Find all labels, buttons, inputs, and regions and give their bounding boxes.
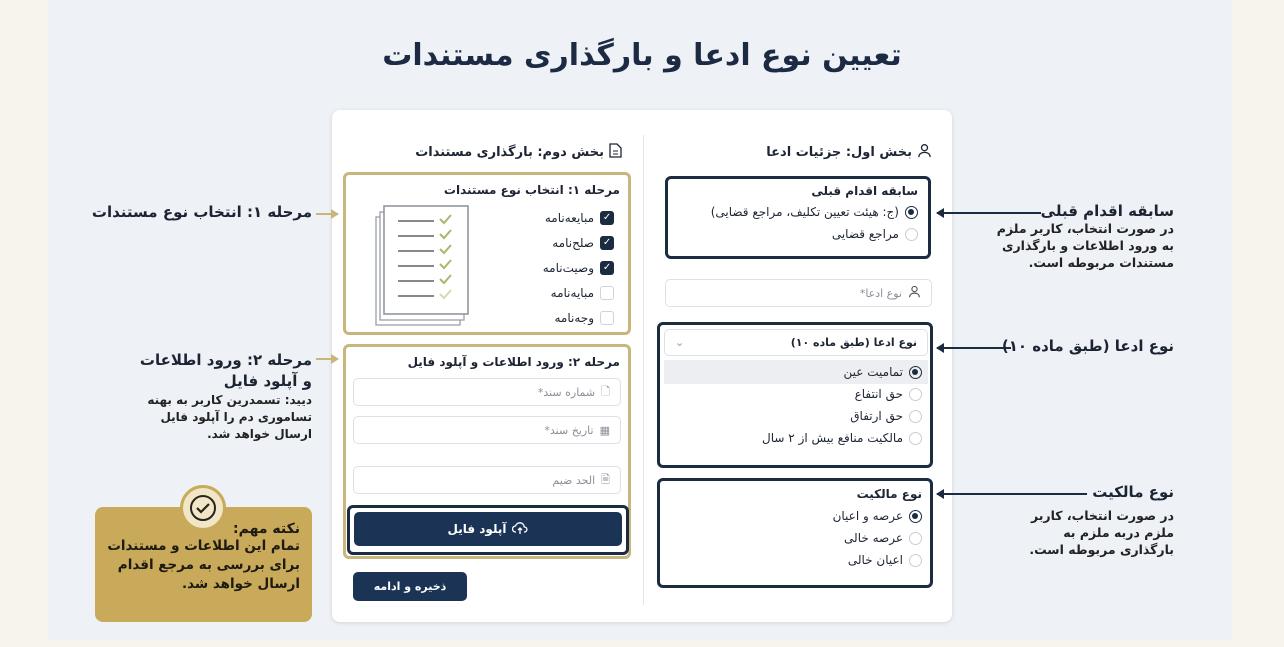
section1-title: بخش اول: جزئیات ادعا xyxy=(766,145,912,160)
document-icon xyxy=(609,143,622,162)
radio-selected-icon[interactable] xyxy=(909,366,922,379)
doc-checkbox[interactable] xyxy=(543,255,614,280)
radio-icon[interactable] xyxy=(909,432,922,445)
claim-option[interactable] xyxy=(762,405,922,427)
doc-checkbox[interactable] xyxy=(543,205,614,230)
attachment-input[interactable] xyxy=(353,466,621,494)
annotation-title: نوع مالکیت xyxy=(1092,483,1174,501)
document-stack-illustration xyxy=(374,203,470,331)
option-label: مالکیت منافع بیش از ۲ سال xyxy=(762,431,903,445)
doc-label: مبایعه‌نامه xyxy=(544,210,594,225)
upload-file-button[interactable] xyxy=(354,512,622,546)
user-icon xyxy=(917,143,932,162)
file-icon: 🗋 xyxy=(601,384,610,398)
option-label: عرصه خالی xyxy=(844,531,903,545)
annotation-claim xyxy=(1002,337,1174,355)
option-label: تمامیت عین xyxy=(843,365,903,379)
doc-label: وصیت‌نامه xyxy=(542,260,594,275)
checkbox-icon[interactable] xyxy=(600,286,614,300)
annotation-text: دیید: تسمدرین کاربر به بهنه تساموری دم را آپلود فایل ارسال خواهد شد. xyxy=(147,393,312,441)
doc-label: وجه‌نامه xyxy=(554,310,594,325)
option-label: حق ارتفاق xyxy=(850,409,903,423)
chevron-down-icon: ⌄ xyxy=(675,336,685,349)
arrow-claim xyxy=(937,347,1011,349)
option-label: حق انتفاع xyxy=(854,387,903,401)
annotation-step2 xyxy=(132,350,312,443)
ownership-box xyxy=(657,478,933,588)
option-label: عرصه و اعیان xyxy=(832,509,903,523)
doc-checkbox[interactable] xyxy=(543,230,614,255)
option-label: مراجع قضایی xyxy=(831,227,899,241)
ownership-option[interactable] xyxy=(668,527,922,549)
arrow-step2 xyxy=(316,358,338,360)
ownership-label: نوع مالکیت xyxy=(856,487,922,501)
ownership-option[interactable] xyxy=(668,549,922,571)
option-label: اعیان خالی xyxy=(847,553,903,567)
claim-option[interactable] xyxy=(762,361,922,383)
section1-heading xyxy=(766,143,932,162)
section2-heading xyxy=(415,143,622,162)
radio-icon[interactable] xyxy=(909,532,922,545)
annotation-title: سابقه اقدام قبلی xyxy=(1040,202,1174,220)
prior-action-option[interactable] xyxy=(678,223,918,245)
column-divider xyxy=(643,135,644,605)
attachment-placeholder: الحد ضیم xyxy=(552,473,596,487)
doc-date-placeholder: تاریخ سند* xyxy=(544,423,594,437)
step1-label: مرحله ۱: انتخاب نوع مستندات xyxy=(443,183,620,197)
doc-label: صلح‌نامه xyxy=(552,235,594,250)
prior-action-option[interactable] xyxy=(678,201,918,223)
page-title: تعیین نوع ادعا و بارگذاری مستندات xyxy=(382,38,902,73)
prior-action-label: سابقه اقدام قبلی xyxy=(811,184,918,198)
radio-icon[interactable] xyxy=(905,228,918,241)
note-title: نکته مهم: xyxy=(233,521,300,537)
step1-box xyxy=(343,172,631,335)
checkbox-checked-icon[interactable]: ✓ xyxy=(600,211,614,225)
radio-icon[interactable] xyxy=(909,388,922,401)
annotation-ownership xyxy=(974,483,1174,558)
claim-type-input[interactable] xyxy=(665,279,932,307)
annotation-text: در صورت انتخاب، کاربر ملزم به ورود اطلاعات و بارگذاری مستندات مربوطه است. xyxy=(996,221,1174,270)
claim-type-placeholder: نوع ادعا* xyxy=(859,286,902,300)
doc-checkbox[interactable] xyxy=(543,280,614,305)
annotation-title: نوع ادعا (طبق ماده ۱۰) xyxy=(1001,337,1174,355)
note-text: تمام این اطلاعات و مستندات برای بررسی به مرجع اقدام ارسال خواهد شد. xyxy=(107,538,300,592)
save-continue-button[interactable]: ذخیره و ادامه xyxy=(353,572,467,601)
doc-checkbox[interactable] xyxy=(543,305,614,330)
user-icon xyxy=(908,285,921,301)
section2-title: بخش دوم: بارگذاری مستندات xyxy=(415,145,604,160)
upload-label: آپلود فایل xyxy=(447,522,507,536)
radio-selected-icon[interactable] xyxy=(909,510,922,523)
calendar-icon: ▦ xyxy=(599,423,610,437)
checkbox-icon[interactable] xyxy=(600,311,614,325)
claim-option[interactable] xyxy=(762,383,922,405)
claim-options xyxy=(762,361,922,449)
arrow-step1 xyxy=(316,213,338,215)
doc-date-input[interactable] xyxy=(353,416,621,444)
claim-type-box xyxy=(657,322,933,468)
annotation-step1 xyxy=(92,203,312,221)
upload-highlight xyxy=(347,505,629,555)
radio-icon[interactable] xyxy=(909,554,922,567)
annotation-title: مرحله ۱: انتخاب نوع مستندات xyxy=(91,203,312,221)
annotation-title: مرحله ۲: ورود اطلاعات و آپلود فایل xyxy=(139,351,312,390)
attachment-icon: 🗎 xyxy=(601,472,610,486)
check-circle-icon xyxy=(180,485,226,531)
checkbox-checked-icon[interactable]: ✓ xyxy=(600,261,614,275)
claim-type-select[interactable] xyxy=(664,329,928,356)
radio-selected-icon[interactable] xyxy=(905,206,918,219)
radio-icon[interactable] xyxy=(909,410,922,423)
option-label: (ج: هیئت تعیین تکلیف، مراجع قضایی) xyxy=(710,205,899,219)
step2-box xyxy=(343,344,631,559)
cloud-upload-icon xyxy=(512,521,528,538)
prior-action-box xyxy=(665,176,931,259)
claim-option[interactable] xyxy=(762,427,922,449)
doc-number-input[interactable] xyxy=(353,378,621,406)
ownership-option[interactable] xyxy=(668,505,922,527)
step2-label: مرحله ۲: ورود اطلاعات و آپلود فایل xyxy=(407,355,620,369)
checkbox-checked-icon[interactable]: ✓ xyxy=(600,236,614,250)
annotation-text: در صورت انتخاب، کاربر ملزم دربه ملزم به بارگذاری مربوطه است. xyxy=(1029,508,1174,557)
doc-label: مبایه‌نامه xyxy=(550,285,594,300)
select-value: نوع ادعا (طبق ماده ۱۰) xyxy=(790,336,917,349)
doc-type-list xyxy=(543,205,614,330)
doc-number-placeholder: شماره سند* xyxy=(537,385,596,399)
annotation-prior xyxy=(974,202,1174,271)
